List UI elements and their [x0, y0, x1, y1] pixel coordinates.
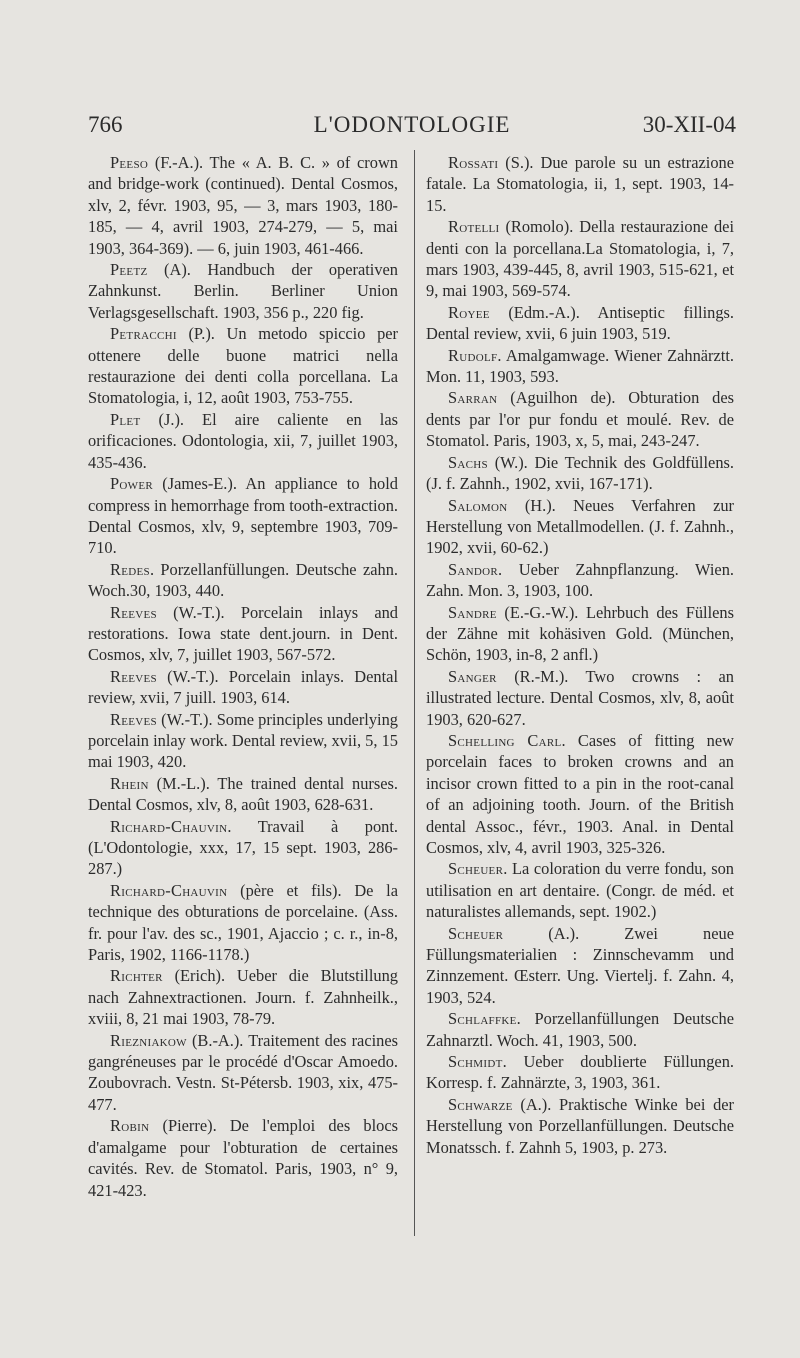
entry-citation: (Aguilhon de). Obturation des dents par l'or pur fondu et moulé. Rev. de Stomatol. Paris, 1903, x, 5, mai, 243-247. [426, 388, 734, 451]
running-title: L'ODONTOLOGIE [313, 112, 511, 137]
entry-citation: . Cases of fitting new porcelain faces to broken crowns and an incisor crown fitted to a pin in the root-canal of an adjoining tooth. Journ. of the British dental Assoc., févr., 1903. Anal. in Dental Cosmos, xlv, 4, avril 1903, 325-326. [426, 730, 734, 857]
entry-citation: (P.). Un metodo spiccio per ottenere delle buone matrici nella restaurazione dei denti colla porcellana. La Stomatologia, i, 12, août 1903, 753-755. [88, 324, 398, 408]
entry-author: Scheuer [448, 859, 504, 879]
entry-author: Sachs [448, 452, 488, 472]
entry-citation: (S.). Due parole su un estrazione fatale. La Stomatologia, ii, 1, sept. 1903, 14-15. [426, 153, 734, 215]
entry-citation: . Ueber Zahnpflanzung. Wien. Zahn. Mon. 3, 1903, 100. [426, 559, 734, 601]
entry-author: Plet [110, 409, 141, 429]
bibliography-entry [426, 559, 734, 602]
bibliography-entry [426, 1051, 734, 1094]
bibliography-entry [88, 602, 398, 666]
bibliography-entry [88, 323, 398, 409]
entry-citation: (Romolo). Della restaurazione dei denti con la porcellana.La Stomatologia, i, 7, mars 1903, 439-445, 8, avril 1903, 515-621, et 9, mai 1903, 569-574. [426, 217, 734, 301]
entry-author: Petracchi [110, 324, 177, 344]
bibliography-entry [426, 602, 734, 666]
entry-author: Richard-Chauvin [110, 816, 228, 836]
bibliography-entry [426, 923, 734, 1009]
bibliography-entry [426, 216, 734, 302]
bibliography-entry [88, 816, 398, 880]
column-rule [414, 150, 415, 1236]
entry-author: Schlaffke [448, 1009, 517, 1029]
entry-citation: (W.-T.). Porcelain inlays. Dental review, xvii, 7 juill. 1903, 614. [88, 666, 398, 708]
bibliography-entry [88, 1030, 398, 1116]
entry-citation: . Porzellanfüllungen Deutsche Zahnarztl. Woch. 41, 1903, 500. [426, 1009, 734, 1050]
entry-author: Power [110, 474, 153, 494]
entry-author: Rudolf [448, 345, 498, 365]
entry-author: Sandre [448, 602, 497, 622]
bibliography-entry [88, 152, 398, 259]
entry-author: Schwarze [448, 1094, 513, 1114]
page-number: 766 [88, 112, 123, 137]
bibliography-entry [88, 473, 398, 559]
bibliography-entry [88, 880, 398, 966]
entry-author: Robin [110, 1116, 150, 1136]
entry-citation: (père et fils). De la technique des obturations de porcelaine. (Ass. fr. pour l'av. des sc., 1901, Ajaccio ; c. r., in-8, Paris, 1902, 1166-1178.) [88, 880, 398, 965]
bibliography-entry [426, 858, 734, 922]
entry-author: Rhein [110, 773, 149, 793]
entry-citation: . Amalgamwage. Wiener Zahnärztt. Mon. 11, 1903, 593. [426, 345, 734, 387]
bibliography-entry [88, 1115, 398, 1201]
entry-author: Peetz [110, 260, 148, 280]
left-column [88, 152, 398, 1201]
bibliography-entry [88, 259, 398, 323]
entry-citation: (H.). Neues Verfahren zur Herstellung von Metallmodellen. (J. f. Zahnh., 1902, xvii, 60-62.) [426, 495, 734, 558]
bibliography-entry [88, 559, 398, 602]
entry-author: Peeso [110, 153, 149, 172]
entry-author: Reeves [110, 666, 157, 686]
bibliography-entry [426, 495, 734, 559]
entry-author: Royee [448, 302, 490, 322]
bibliography-entry [426, 152, 734, 216]
entry-author: Reeves [110, 709, 157, 729]
bibliography-entry [426, 730, 734, 858]
entry-author: Sarran [448, 388, 498, 408]
right-column [426, 152, 734, 1158]
bibliography-entry [88, 409, 398, 473]
entry-author: Rotelli [448, 217, 500, 237]
entry-citation: . Ueber doublierte Füllungen. Korresp. f. Zahnärzte, 3, 1903, 361. [426, 1052, 734, 1093]
entry-citation: (B.-A.). Traitement des racines gangréneuses par le procédé d'Oscar Amoedo. Zoubovrach. Vestn. St-Pétersb. 1903, xix, 475-477. [88, 1030, 398, 1114]
entry-author: Schmidt [448, 1052, 503, 1072]
bibliography-entry [88, 965, 398, 1029]
entry-citation: (Pierre). De l'emploi des blocs d'amalgame pour l'obturation de certaines cavités. Rev. de Stomatol. Paris, 1903, n° 9, 421-423. [88, 1116, 398, 1200]
entry-citation: . La coloration du verre fondu, son utilisation en art dentaire. (Congr. de méd. et naturalistes allemands, sept. 1902.) [426, 859, 734, 922]
bibliography-entry [88, 709, 398, 773]
entry-citation: (W.-T.). Some principles underlying porcelain inlay work. Dental review, xvii, 5, 15 mai 1903, 420. [88, 709, 398, 772]
entry-author: Salomon [448, 495, 508, 515]
bibliography-entry [426, 1094, 734, 1158]
entry-author: Reeves [110, 602, 157, 622]
bibliography-entry [426, 345, 734, 388]
entry-author: Schelling Carl [448, 730, 562, 750]
bibliography-entry [88, 666, 398, 709]
running-header [88, 112, 736, 146]
bibliography-entry [426, 302, 734, 345]
entry-author: Scheuer [448, 923, 504, 943]
entry-author: Rossati [448, 153, 499, 172]
entry-author: Richter [110, 966, 163, 986]
entry-citation: (James-E.). An appliance to hold compress in hemorrhage from tooth-extraction. Dental Cosmos, xlv, 9, septembre 1903, 709-710. [88, 474, 398, 558]
bibliography-entry [426, 1008, 734, 1051]
entry-citation: (Erich). Ueber die Blutstillung nach Zahnextractionen. Journ. f. Zahnheilk., xviii, 8, 21 mai 1903, 78-79. [88, 966, 398, 1029]
entry-citation: (F.-A.). The « A. B. C. » of crown and bridge-work (continued). Dental Cosmos, xlv, 2, févr. 1903, 95, — 3, mars 1903, 180-185, — 4, avril 1903, 274-279, — 5, mai 1903, 364-369). — 6, juin 1903, 461-466. [88, 153, 398, 258]
entry-citation: . Porzellanfüllungen. Deutsche zahn. Woch.30, 1903, 440. [88, 559, 398, 601]
entry-author: Richard-Chauvin [110, 880, 228, 900]
entry-citation: (M.-L.). The trained dental nurses. Dental Cosmos, xlv, 8, août 1903, 628-631. [88, 773, 398, 815]
bibliography-entry [426, 666, 734, 730]
bibliography-entry [426, 452, 734, 495]
entry-citation: (W.). Die Technik des Goldfüllens. (J. f. Zahnh., 1902, xvii, 167-171). [426, 452, 734, 494]
entry-author: Sandor [448, 559, 499, 579]
entry-citation: (A.). Zwei neue Füllungsmaterialien : Zinnschevamm und Zinnzement. Œsterr. Ung. Viertelj. f. Zahn. 4, 1903, 524. [426, 923, 734, 1007]
entry-citation: (J.). El aire caliente en las orificaciones. Odontologia, xii, 7, juillet 1903, 435-436. [88, 409, 398, 472]
entry-citation: (Edm.-A.). Antiseptic fillings. Dental review, xvii, 6 juin 1903, 519. [426, 302, 734, 344]
entry-author: Riezniakow [110, 1030, 187, 1050]
entry-citation: (A.). Praktische Winke bei der Herstellung von Porzellanfüllungen. Deutsche Monatssch. f. Zahnh 5, 1903, p. 273. [426, 1094, 734, 1157]
bibliography-entry [88, 773, 398, 816]
entry-citation: (W.-T.). Porcelain inlays and restorations. Iowa state dent.journ. in Dent. Cosmos, xlv, 7, juillet 1903, 567-572. [88, 602, 398, 665]
entry-citation: . Travail à pont. (L'Odontologie, xxx, 17, 15 sept. 1903, 286-287.) [88, 816, 398, 879]
bibliography-entry [426, 387, 734, 451]
entry-author: Redes [110, 559, 150, 579]
entry-citation: (R.-M.). Two crowns : an illustrated lecture. Dental Cosmos, xlv, 8, août 1903, 620-627. [426, 666, 734, 729]
issue-date: 30-XII-04 [642, 112, 736, 137]
entry-citation: (E.-G.-W.). Lehrbuch des Füllens der Zähne mit kohäsiven Gold. (München, Schön, 1903, in-8, 2 anfl.) [426, 602, 734, 665]
entry-author: Sanger [448, 666, 497, 686]
entry-citation: (A). Handbuch der operativen Zahnkunst. Berlin. Berliner Union Verlagsgesellschaft. 1903, 356 p., 220 fig. [88, 260, 398, 322]
